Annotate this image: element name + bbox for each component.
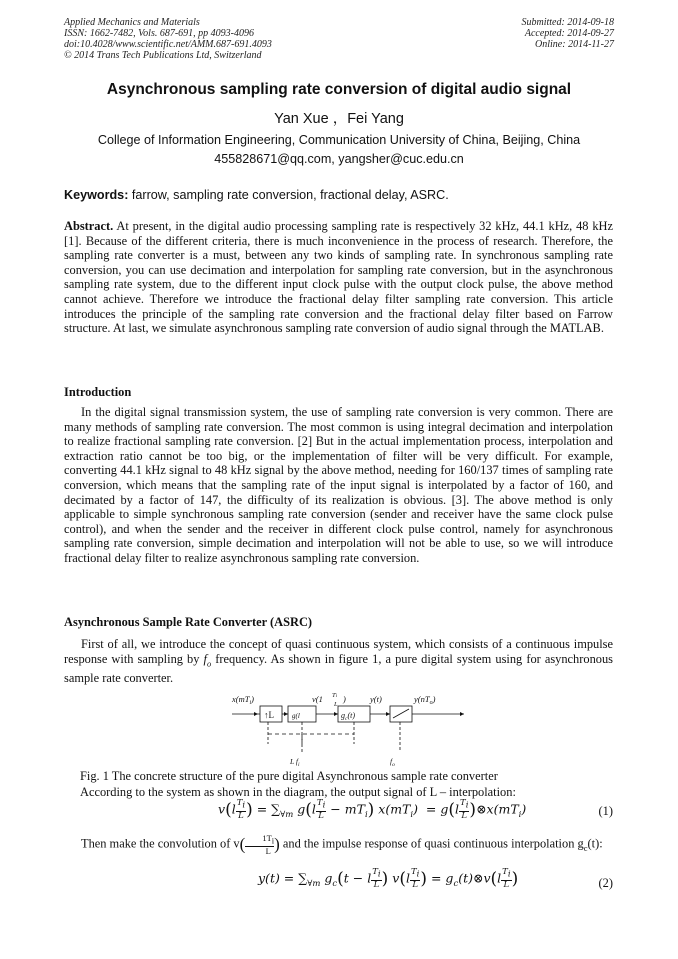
asrc-p1-b: frequency. As shown in figure 1, a pure digital system using for asynchronous sample rate converter.: [64, 651, 613, 685]
accepted-date: Accepted: 2014-09-27: [524, 28, 614, 39]
equation-2-number: (2): [598, 876, 613, 890]
affiliation: College of Information Engineering, Communication University of China, Beijing, China: [97, 133, 581, 147]
fig-frac-den: L: [334, 701, 338, 708]
asrc-p3-a: Then make the convolution of v: [81, 836, 240, 851]
asrc-p3-b: and the impulse response of quasi continuous interpolation: [282, 836, 575, 851]
asrc-p1-var: f: [203, 651, 207, 666]
fig-clock-right: $f_o$: [390, 757, 395, 768]
fig-input-label: $x(mT_i)$: [232, 694, 254, 706]
asrc-heading: Asynchronous Sample Rate Converter (ASRC): [64, 615, 313, 629]
abstract-text: At present, in the digital audio processing sampling rate is respectively 32 kHz, 44.1 kHz, 48 kHz [1]. Because of the different criteria, there is much inconvenience in the process of research. Therefore, the sampling rate converter is a must, between any two kinds of sampling rate. In synchronous sampling rate conversion, you can use decimation and interpolation for sampling rate conversion, but in the asynchronous sampling rate system, due to the different input clock pulse with the output clock pulse, the above method cannot achieve. Therefore we introduce the fractional delay filter sampling rate conversion. This article introduces the principle of the sampling rate conversion and the fractional delay filter based on Farrow structure. At last, we simulate asynchronous sampling rate conversion of audio signal through the MATLAB.: [64, 219, 613, 336]
abstract: [64, 219, 613, 336]
asrc-p3-c-sub: c: [583, 843, 588, 854]
copyright-line: © 2014 Trans Tech Publications Ltd, Switzerland: [64, 50, 262, 61]
keywords-text: farrow, sampling rate conversion, fractional delay, ASRC.: [128, 188, 449, 202]
asrc-p3-c: g: [577, 836, 584, 851]
fig-clock-left: L $f_i$: [290, 757, 300, 768]
authors: Yan Xue ，Fei Yang: [274, 111, 404, 127]
asrc-paragraph-1: [64, 637, 613, 685]
fig-y-label: y(t): [370, 694, 382, 704]
journal-name: Applied Mechanics and Materials: [64, 17, 200, 28]
doi-line: doi:10.4028/www.scientific.net/AMM.687-691.4093: [64, 39, 272, 50]
keywords: [64, 188, 449, 202]
asrc-paragraph-3: Then make the convolution of v( $\frac{1T_i}{L}$ ) and the impulse response of quasi continuous interpolation $g_c(t)$:: [81, 833, 603, 856]
online-date: Online: 2014-11-27: [535, 39, 614, 50]
asrc-p1-a: First of all, we introduce the concept of quasi continuous system, which consists of a continuous impulse response with sampling by: [64, 637, 613, 666]
fig-block-gc: $g_c(t)$: [341, 711, 356, 722]
author-emails: 455828671@qq.com, yangsher@cuc.edu.cn: [214, 152, 464, 166]
asrc-p3-d: (t):: [587, 836, 603, 851]
fig-arrow-4: [386, 712, 390, 716]
fig-output-label: $y(nT_o)$: [414, 694, 436, 706]
fig-block-g: g(l: [292, 712, 300, 720]
paper-title: Asynchronous sampling rate conversion of digital audio signal: [106, 81, 572, 98]
introduction-heading: Introduction: [64, 385, 132, 399]
introduction-text: In the digital signal transmission system, the use of sampling rate conversion is very common. There are many methods of sampling rate conversion. The most common is using integral decimation and interpolation to realize fractional sampling rate conversion. [2] But in the actual implementation process, interpolation and extraction ratio cannot be too big, or the implementation of filter will be very difficult. For example, converting 44.1 kHz signal to 48 kHz signal by the above method, needing for 160/137 times of sampling rate conversion, which means that the sampling rate of the input signal is interpolated by a factor of 160, and decimated by a factor of 147, the difficulty of its realization is obvious. [3]. The above method is only applicable to simple synchronous sampling rate conversion (sender and receiver have the same clock pulse control), and when the sender and the receiver in different clock pulse control, namely for asynchronous sampling rate conversion, simple decimation and interpolation will not be able to use, so we will introduce fractional delay filter to realize asynchronous sampling rate conversion.: [64, 405, 613, 565]
issn-line: ISSN: 1662-7482, Vols. 687-691, pp 4093-4096: [64, 28, 254, 39]
fig-frac-num: Ti: [332, 692, 338, 699]
fig-v-label: v(1: [312, 694, 323, 704]
asrc-paragraph-2: According to the system as shown in the diagram, the output signal of L – interpolation:: [80, 785, 516, 799]
introduction-body: [64, 405, 613, 566]
submitted-date: Submitted: 2014-09-18: [521, 17, 614, 28]
dates-header: [394, 17, 614, 50]
fig-sampler-switch: [393, 709, 409, 718]
fig-v-close: ): [343, 694, 346, 704]
fig-upsampler: ↑L: [264, 710, 274, 720]
fig-arrow-1: [254, 712, 258, 716]
equation-1: v(l $\frac{T_i}{L}$ ) = $\sum_{\forall m}$ g(l $\frac{T_i}{L}$ − $mT_i$) $x(mT_i) = g(l$ $\frac{T_i}{L}$ )$\otimes x(mT_i)$: [218, 798, 527, 821]
fig-arrow-5: [460, 712, 464, 716]
asrc-block-diagram: [228, 688, 468, 770]
fig-sampler-box: [390, 706, 412, 722]
figure-1-caption: Fig. 1 The concrete structure of the pure digital Asynchronous sample rate converter: [80, 769, 498, 783]
journal-header: [64, 17, 394, 61]
fig-arrow-2: [284, 712, 288, 716]
equation-2: $y(t) = \sum_{\forall m}$ $g_c(t - l$ $\frac{T_i}{L}$ ) v(l $\frac{T_i}{L}$ ) = $g_c(t)\otimes v(l$ $\frac{T_i}{L}$ ): [258, 867, 519, 890]
keywords-label: Keywords:: [64, 188, 129, 202]
asrc-p1-sub: o: [206, 658, 212, 669]
fig-arrow-3: [334, 712, 338, 716]
abstract-label: Abstract.: [64, 219, 114, 233]
equation-1-number: (1): [598, 804, 613, 818]
